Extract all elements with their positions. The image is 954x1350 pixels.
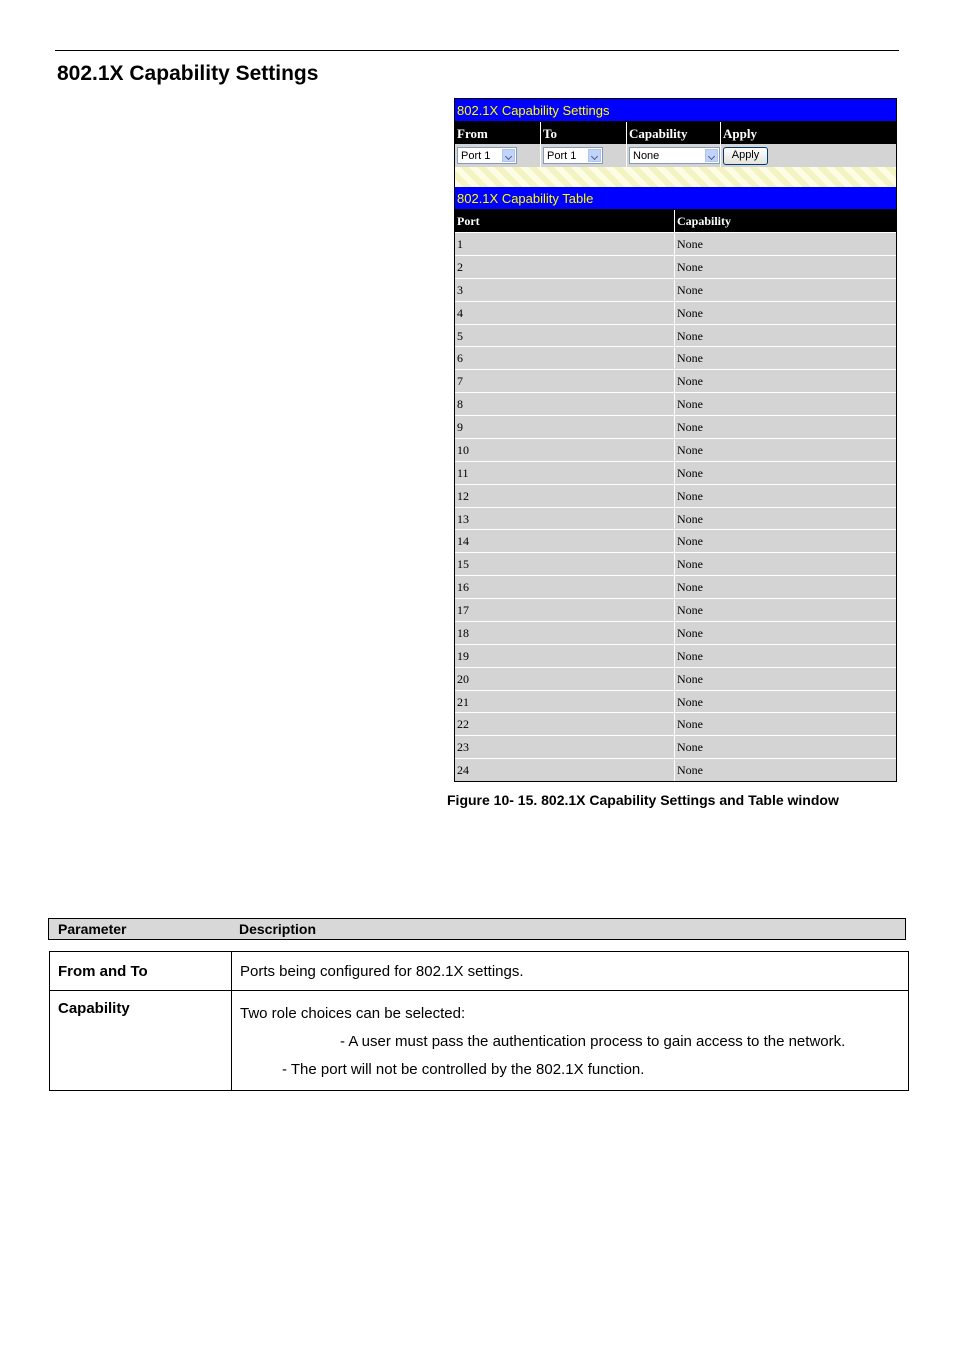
param-description: Ports being configured for 802.1X settings. — [232, 952, 909, 991]
capability-cell: None — [677, 259, 703, 274]
capability-cell: None — [677, 648, 703, 663]
port-cell: 13 — [455, 508, 675, 530]
capability-cell: None — [677, 580, 703, 595]
to-select-value: Port 1 — [547, 150, 577, 162]
capability-cell: None — [677, 694, 703, 709]
from-header: From — [455, 122, 541, 144]
chevron-down-icon[interactable] — [502, 149, 515, 162]
description-header: Description — [239, 921, 317, 937]
capability-cell: None — [677, 305, 703, 320]
capability-cell: None — [677, 282, 703, 297]
capability-header: Capability — [627, 122, 721, 144]
capability-cell: None — [677, 557, 703, 572]
port-cell: 5 — [455, 325, 675, 347]
port-cell: 4 — [455, 302, 675, 324]
capability-cell: None — [677, 740, 703, 755]
to-header: To — [541, 122, 627, 144]
capability-cell: None — [677, 351, 703, 366]
table-title: 802.1X Capability Table — [455, 187, 896, 210]
port-cell: 12 — [455, 485, 675, 507]
capability-cell: None — [677, 763, 703, 778]
param-name: From and To — [50, 952, 232, 991]
capability-cell: None — [677, 534, 703, 549]
to-select[interactable] — [543, 147, 603, 164]
capability-window — [454, 98, 897, 782]
table-row — [455, 461, 896, 484]
capability-cell: None — [677, 465, 703, 480]
table-row — [455, 438, 896, 461]
table-row — [455, 346, 896, 369]
table-row — [455, 415, 896, 438]
port-cell: 1 — [455, 233, 675, 255]
parameter-header: Parameter — [58, 921, 127, 937]
table-body — [455, 232, 896, 781]
figure-caption: Figure 10- 15. 802.1X Capability Settings and Table window — [447, 792, 839, 808]
port-column-header: Port — [455, 210, 675, 232]
capability-select[interactable] — [629, 147, 720, 164]
page-title: 802.1X Capability Settings — [57, 62, 319, 85]
chevron-down-icon[interactable] — [588, 149, 601, 162]
table-row — [455, 255, 896, 278]
description-line: Two role choices can be selected: — [240, 1005, 466, 1022]
table-row — [455, 758, 896, 781]
from-select[interactable] — [457, 147, 517, 164]
table-row — [455, 484, 896, 507]
table-row — [455, 232, 896, 255]
table-row — [455, 712, 896, 735]
port-cell: 14 — [455, 530, 675, 552]
table-row — [455, 324, 896, 347]
table-row — [455, 278, 896, 301]
capability-cell: None — [677, 511, 703, 526]
param-description — [232, 991, 909, 1091]
decorative-band — [455, 167, 896, 187]
port-cell: 11 — [455, 462, 675, 484]
capability-cell: None — [677, 717, 703, 732]
port-cell: 16 — [455, 576, 675, 598]
apply-button[interactable]: Apply — [723, 147, 768, 165]
parameter-table-header — [48, 918, 906, 940]
table-row — [455, 392, 896, 415]
table-row — [455, 507, 896, 530]
port-cell: 2 — [455, 256, 675, 278]
port-cell: 17 — [455, 599, 675, 621]
table-row — [455, 735, 896, 758]
table-row — [455, 369, 896, 392]
table-row — [455, 621, 896, 644]
port-cell: 19 — [455, 645, 675, 667]
table-row — [455, 598, 896, 621]
param-name: Capability — [50, 991, 232, 1091]
capability-cell: None — [677, 625, 703, 640]
table-row — [455, 690, 896, 713]
port-cell: 7 — [455, 370, 675, 392]
capability-cell: None — [677, 237, 703, 251]
settings-title: 802.1X Capability Settings — [455, 99, 896, 122]
port-cell: 23 — [455, 736, 675, 758]
settings-header — [455, 122, 896, 144]
capability-cell: None — [677, 374, 703, 389]
table-row — [455, 644, 896, 667]
port-cell: 20 — [455, 668, 675, 690]
description-line: - The port will not be controlled by the 802.1X function. — [282, 1061, 645, 1078]
port-cell: 21 — [455, 691, 675, 713]
description-line: - A user must pass the authentication process to gain access to the network. — [340, 1033, 846, 1050]
port-cell: 9 — [455, 416, 675, 438]
capability-cell: None — [677, 328, 703, 343]
apply-header: Apply — [723, 126, 757, 141]
table-row — [455, 575, 896, 598]
table-row — [455, 301, 896, 324]
capability-cell: None — [677, 671, 703, 686]
chevron-down-icon[interactable] — [705, 149, 718, 162]
port-cell: 8 — [455, 393, 675, 415]
top-rule — [55, 50, 899, 51]
table-row — [455, 552, 896, 575]
capability-cell: None — [677, 488, 703, 503]
parameter-table — [49, 951, 909, 1091]
table-row — [455, 529, 896, 552]
table-row — [455, 667, 896, 690]
port-cell: 3 — [455, 279, 675, 301]
capability-select-value: None — [633, 150, 660, 162]
capability-cell: None — [677, 603, 703, 617]
port-cell: 15 — [455, 553, 675, 575]
capability-cell: None — [677, 442, 703, 457]
capability-cell: None — [677, 397, 703, 412]
capability-cell: None — [677, 420, 703, 434]
port-cell: 22 — [455, 713, 675, 735]
from-select-value: Port 1 — [461, 150, 491, 162]
table-header — [455, 210, 896, 232]
port-cell: 6 — [455, 347, 675, 369]
table-row — [50, 952, 909, 991]
capability-column-header: Capability — [677, 214, 732, 228]
port-cell: 10 — [455, 439, 675, 461]
table-row — [50, 991, 909, 1091]
settings-form-row — [455, 144, 896, 167]
port-cell: 18 — [455, 622, 675, 644]
port-cell: 24 — [455, 759, 675, 781]
